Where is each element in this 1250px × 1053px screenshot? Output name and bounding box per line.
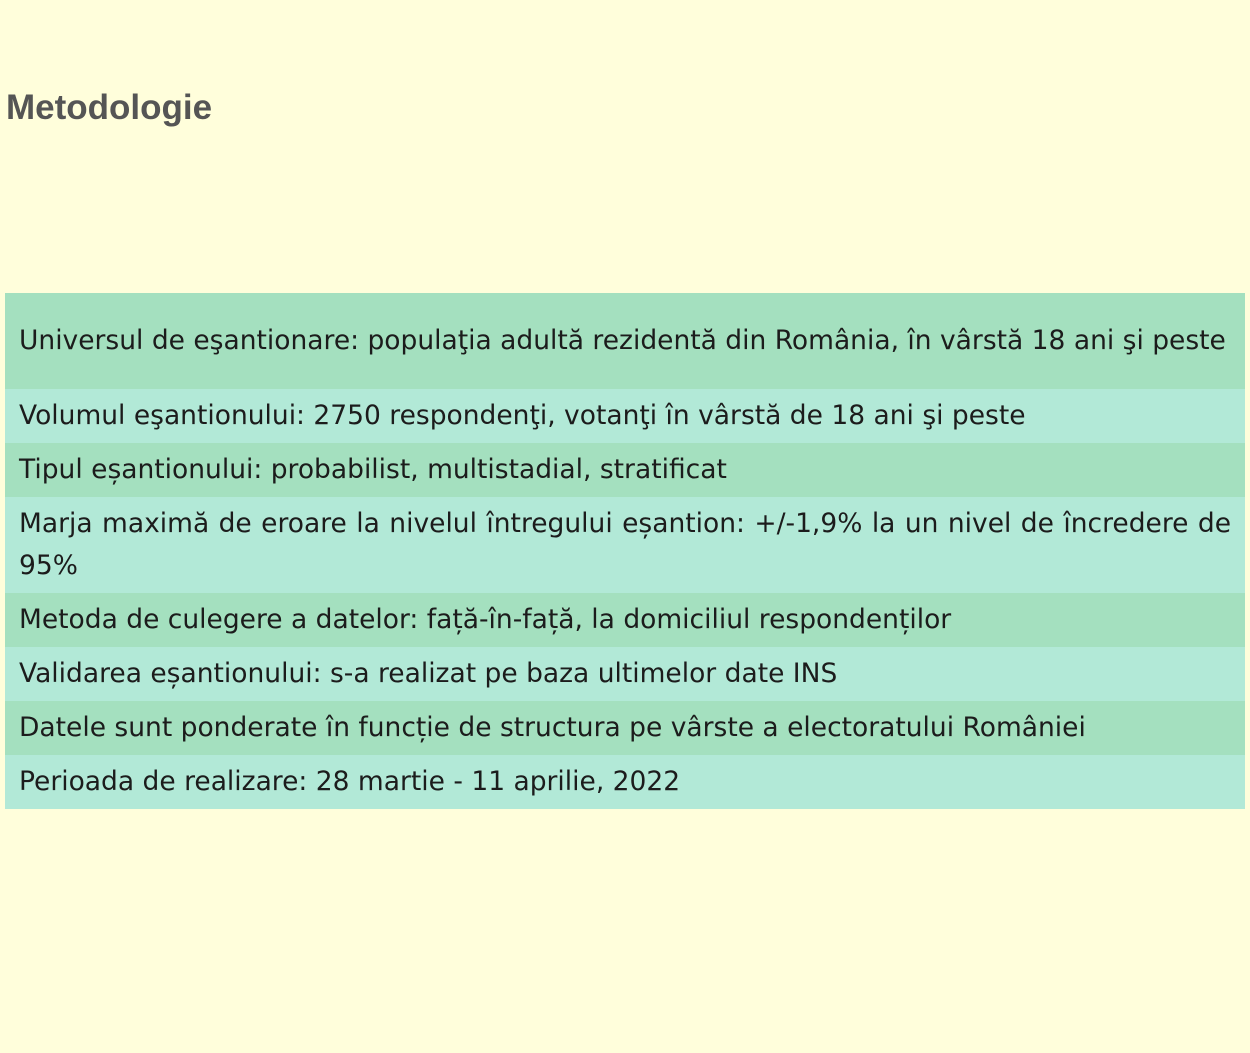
methodology-item-period: Perioada de realizare: 28 martie - 11 aprilie, 2022 [5, 755, 1245, 809]
methodology-item-weighting: Datele sunt ponderate în funcție de structura pe vârste a electoratului României [5, 701, 1245, 755]
table-row [5, 755, 1245, 809]
table-row [5, 497, 1245, 593]
methodology-item-collection-method: Metoda de culegere a datelor: față-în-față, la domiciliul respondenților [5, 593, 1245, 647]
methodology-item-validation: Validarea eșantionului: s-a realizat pe baza ultimelor date INS [5, 647, 1245, 701]
table-row [5, 701, 1245, 755]
table-row [5, 593, 1245, 647]
table-row [5, 293, 1245, 389]
methodology-table [5, 293, 1245, 809]
methodology-item-sample-size: Volumul eşantionului: 2750 respondenţi, votanţi în vârstă de 18 ani şi peste [5, 389, 1245, 443]
methodology-item-sample-type: Tipul eșantionului: probabilist, multistadial, stratificat [5, 443, 1245, 497]
table-row [5, 443, 1245, 497]
page-title: Metodologie [6, 88, 213, 127]
methodology-item-margin-of-error: Marja maximă de eroare la nivelul întregului eșantion: +/-1,9% la un nivel de încredere de 95% [5, 497, 1245, 593]
table-row [5, 647, 1245, 701]
methodology-item-sampling-universe: Universul de eşantionare: populaţia adultă rezidentă din România, în vârstă 18 ani şi peste [5, 293, 1245, 389]
table-row [5, 389, 1245, 443]
